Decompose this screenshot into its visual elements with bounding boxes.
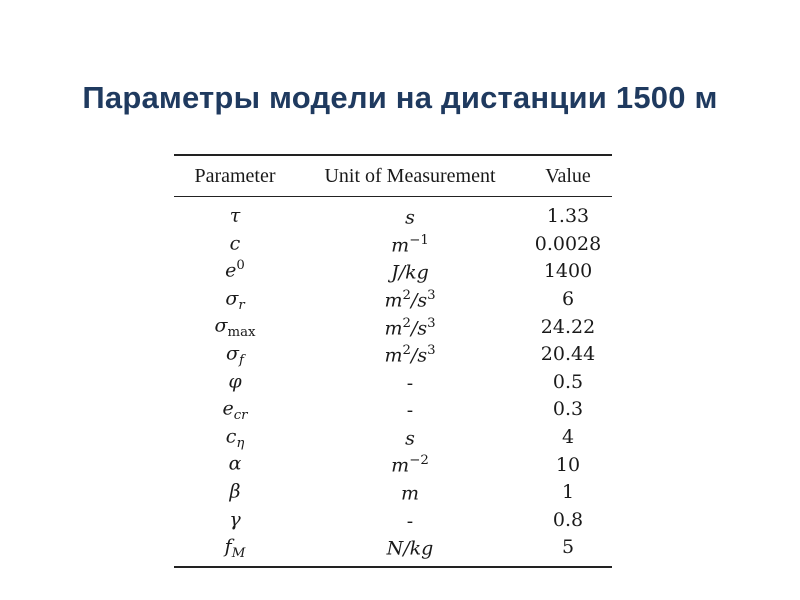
- table-row: [174, 369, 612, 397]
- parameter-cell: $\sigma_r$: [225, 287, 245, 313]
- unit-cell: N/kg: [296, 534, 524, 567]
- column-header-parameter: Parameter: [174, 155, 296, 197]
- table-row: [174, 534, 612, 567]
- value-cell: 0.8: [552, 508, 584, 531]
- table-row: [174, 424, 612, 452]
- value-cell: 4: [561, 426, 575, 449]
- parameter-cell: τ: [229, 204, 241, 227]
- parameter-cell: c: [229, 232, 241, 254]
- table-row: [174, 479, 612, 507]
- value-cell: 5: [524, 534, 612, 567]
- value-cell: 0.5: [552, 370, 584, 393]
- parameter-cell: φ: [228, 369, 242, 392]
- unit-cell: s: [405, 427, 415, 450]
- value-cell: 24.22: [540, 315, 596, 338]
- table-row: [174, 451, 612, 479]
- table-row: [174, 396, 612, 424]
- parameter-cell: $\sigma_{max}$: [214, 314, 256, 341]
- parameter-cell: $c_\eta$: [225, 425, 245, 451]
- table-row: [174, 197, 612, 231]
- value-cell: 1: [561, 481, 575, 504]
- unit-cell: $m^2/s^3$: [384, 315, 436, 339]
- unit-cell: m: [400, 482, 420, 505]
- table-row: [174, 313, 612, 341]
- slide-title: Параметры модели на дистанции 1500 м: [82, 79, 718, 115]
- unit-cell: $m^{-2}$: [391, 453, 429, 477]
- unit-cell: -: [406, 399, 414, 422]
- value-cell: 10: [555, 453, 581, 476]
- value-cell: 1.33: [546, 205, 590, 228]
- parameters-table: [174, 154, 612, 568]
- table-row: [174, 507, 612, 535]
- table-header-row: [174, 155, 612, 197]
- parameter-cell: β: [229, 480, 241, 503]
- unit-cell: $m^{-1}$: [391, 232, 429, 257]
- column-header-unit: Unit of Measurement: [296, 155, 524, 197]
- table-row: [174, 341, 612, 369]
- unit-cell: -: [406, 509, 414, 532]
- table-header: [174, 155, 612, 197]
- parameter-cell: $e_{cr}$: [222, 397, 248, 424]
- parameter-cell: α: [228, 452, 242, 475]
- parameter-cell: $\sigma_f$: [226, 342, 244, 369]
- column-header-value: Value: [524, 155, 612, 197]
- unit-cell: $m^2/s^3$: [384, 287, 436, 312]
- unit-cell: -: [406, 372, 414, 395]
- unit-cell: J/kg: [391, 261, 429, 284]
- parameter-cell: γ: [229, 507, 241, 530]
- table-row: [174, 231, 612, 259]
- table-row: [174, 258, 612, 286]
- table-row: [174, 286, 612, 314]
- unit-cell: $m^2/s^3$: [384, 343, 436, 367]
- unit-cell: s: [405, 206, 415, 229]
- table-body: [174, 197, 612, 567]
- parameter-cell: $e^0$: [225, 258, 245, 282]
- value-cell: 1400: [543, 260, 593, 283]
- value-cell: 20.44: [540, 343, 596, 366]
- value-cell: 6: [561, 288, 575, 311]
- value-cell: 0.3: [552, 398, 584, 421]
- value-cell: 0.0028: [534, 232, 602, 255]
- parameter-cell: $f_M$: [174, 534, 296, 567]
